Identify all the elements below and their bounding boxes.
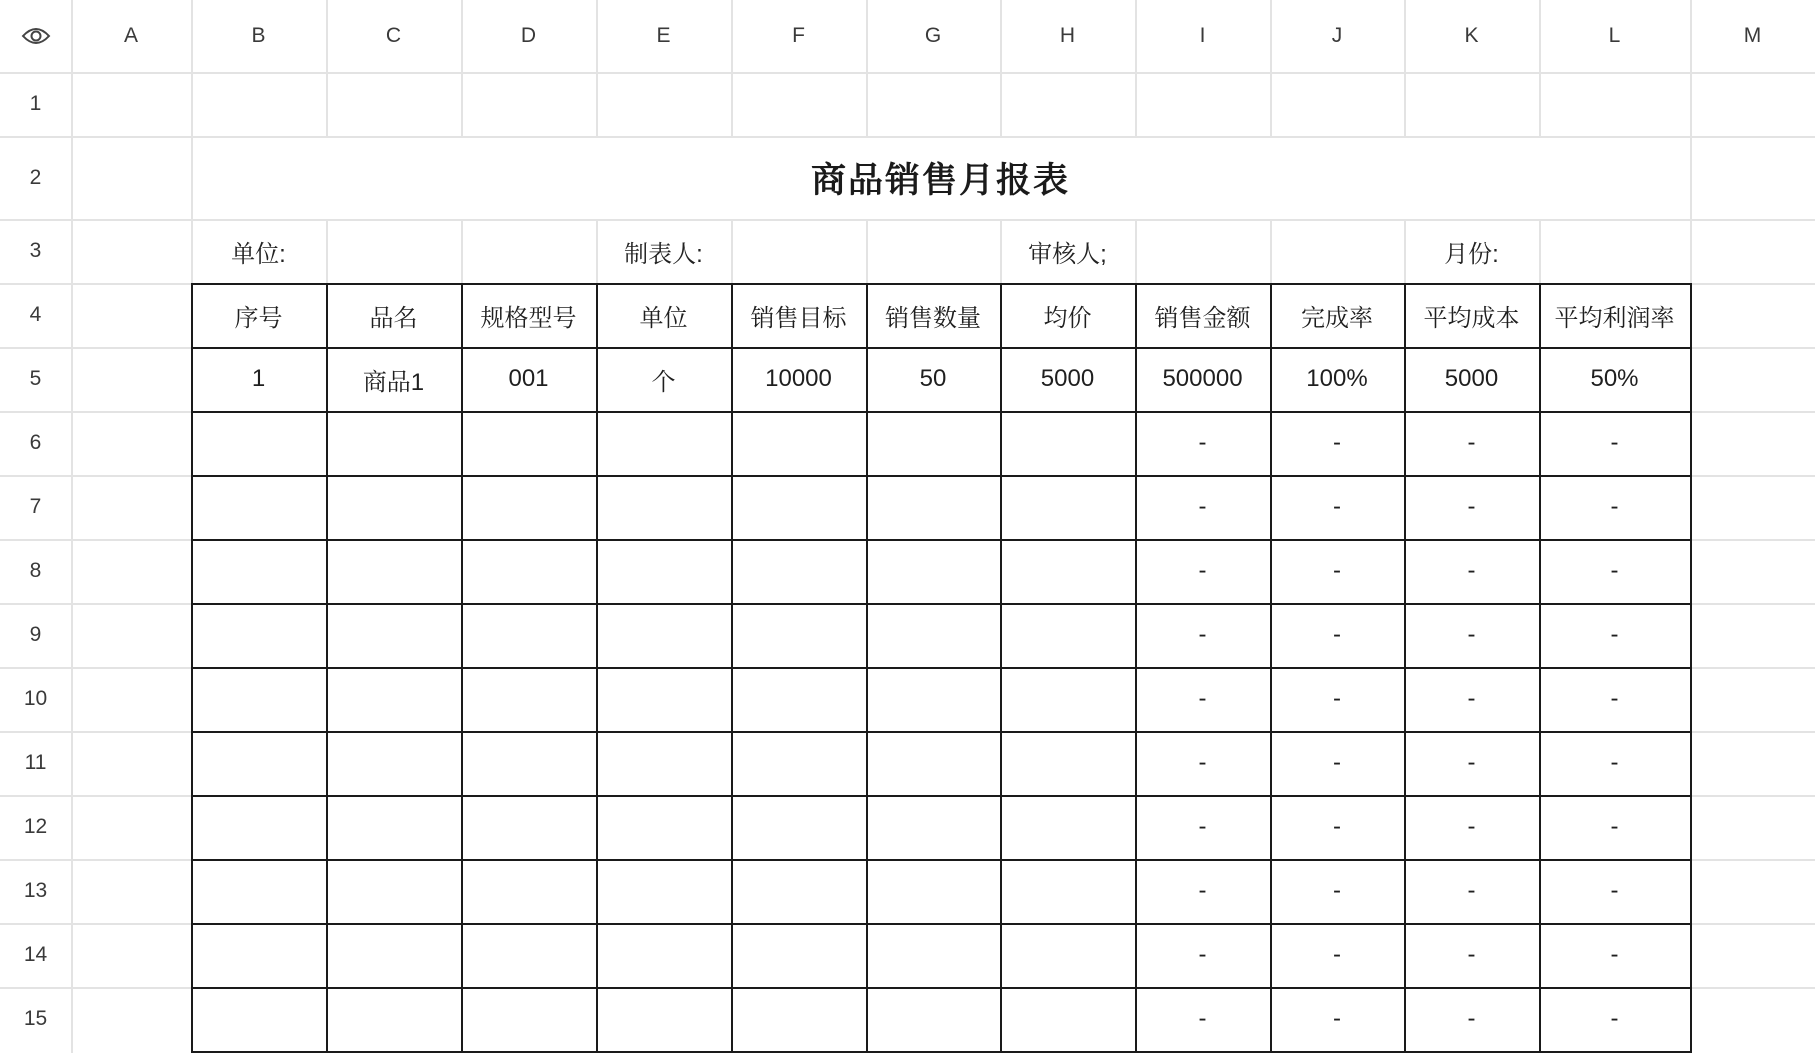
table-cell[interactable]: -: [1610, 621, 1619, 648]
table-cell[interactable]: [596, 667, 731, 731]
row-header[interactable]: 11: [24, 751, 47, 774]
table-cell[interactable]: [191, 411, 326, 475]
column-header[interactable]: H: [1059, 24, 1076, 47]
table-cell[interactable]: [596, 475, 731, 539]
table-cell[interactable]: [731, 539, 866, 603]
table-cell[interactable]: [1000, 859, 1135, 923]
table-border-horizontal: [191, 475, 1692, 477]
table-cell[interactable]: [191, 731, 326, 795]
table-cell[interactable]: [326, 603, 461, 667]
preparer-label: 制表人:: [624, 240, 703, 268]
table-cell[interactable]: [866, 923, 1000, 987]
table-cell[interactable]: -: [1198, 941, 1207, 968]
row-header[interactable]: 3: [29, 239, 42, 262]
table-cell[interactable]: -: [1333, 1005, 1341, 1032]
table-cell[interactable]: -: [1198, 621, 1207, 648]
table-cell[interactable]: -: [1198, 557, 1207, 584]
table-cell[interactable]: [1000, 667, 1135, 731]
table-cell[interactable]: [461, 603, 596, 667]
table-cell[interactable]: [596, 539, 731, 603]
table-border-horizontal: [191, 283, 1692, 285]
table-cell[interactable]: -: [1610, 749, 1619, 776]
column-header[interactable]: J: [1331, 24, 1343, 47]
table-header-cell[interactable]: 序号: [234, 304, 283, 332]
table-cell[interactable]: -: [1610, 685, 1619, 712]
table-cell[interactable]: [596, 795, 731, 859]
table-cell[interactable]: -: [1467, 877, 1476, 904]
column-header[interactable]: A: [123, 24, 138, 47]
row-header[interactable]: 10: [23, 687, 48, 710]
table-cell[interactable]: [731, 859, 866, 923]
table-header-cell[interactable]: 销售数量: [885, 304, 981, 332]
table-cell[interactable]: [596, 411, 731, 475]
table-cell[interactable]: [461, 923, 596, 987]
table-cell[interactable]: 100%: [1306, 365, 1368, 392]
table-cell[interactable]: [191, 475, 326, 539]
table-cell[interactable]: -: [1467, 557, 1476, 584]
unit-label: 单位:: [231, 240, 286, 268]
table-cell[interactable]: -: [1333, 557, 1341, 584]
table-cell[interactable]: -: [1467, 493, 1476, 520]
table-cell[interactable]: -: [1198, 493, 1207, 520]
table-cell[interactable]: [866, 987, 1000, 1051]
table-cell[interactable]: 1: [251, 365, 266, 392]
table-cell[interactable]: [866, 539, 1000, 603]
table-cell[interactable]: -: [1467, 621, 1476, 648]
table-cell[interactable]: [866, 859, 1000, 923]
table-header-cell[interactable]: 规格型号: [480, 304, 577, 332]
table-cell[interactable]: [1000, 475, 1135, 539]
table-cell[interactable]: -: [1467, 941, 1476, 968]
column-header[interactable]: F: [792, 24, 805, 47]
row-header[interactable]: 4: [29, 303, 42, 326]
month-label: 月份:: [1444, 240, 1499, 268]
table-cell[interactable]: 商品1: [362, 368, 425, 396]
grid-line-vertical: [71, 0, 73, 1053]
table-header-cell[interactable]: 品名: [369, 304, 418, 332]
table-cell[interactable]: [191, 603, 326, 667]
column-header[interactable]: E: [656, 24, 671, 47]
table-cell[interactable]: 50: [919, 365, 947, 392]
table-cell[interactable]: [461, 859, 596, 923]
table-cell[interactable]: -: [1333, 941, 1341, 968]
table-header-cell[interactable]: 销售金额: [1154, 304, 1251, 332]
table-cell[interactable]: [866, 475, 1000, 539]
table-header-cell[interactable]: 完成率: [1301, 304, 1373, 332]
row-header[interactable]: 13: [23, 879, 48, 902]
row-header[interactable]: 5: [29, 367, 42, 390]
table-cell[interactable]: 5000: [1040, 365, 1095, 392]
table-cell[interactable]: [866, 603, 1000, 667]
table-cell[interactable]: -: [1467, 685, 1476, 712]
table-border-horizontal: [191, 347, 1692, 349]
table-cell[interactable]: -: [1198, 877, 1207, 904]
table-cell[interactable]: [1000, 539, 1135, 603]
reviewer-label: 审核人;: [1028, 240, 1107, 268]
table-cell[interactable]: [731, 795, 866, 859]
table-cell[interactable]: -: [1198, 749, 1207, 776]
row-header[interactable]: 2: [29, 165, 42, 189]
table-border-horizontal: [191, 731, 1692, 733]
table-cell[interactable]: [731, 731, 866, 795]
table-cell[interactable]: [1000, 731, 1135, 795]
table-cell[interactable]: [326, 987, 461, 1051]
table-cell[interactable]: -: [1610, 941, 1619, 968]
table-cell[interactable]: -: [1333, 493, 1341, 520]
table-cell[interactable]: [461, 987, 596, 1051]
row-header[interactable]: 12: [23, 815, 48, 838]
table-cell[interactable]: [1000, 987, 1135, 1051]
table-border-horizontal: [191, 859, 1692, 861]
table-cell[interactable]: -: [1333, 685, 1341, 712]
row-header[interactable]: 1: [29, 92, 42, 115]
column-header[interactable]: K: [1464, 24, 1479, 47]
table-cell[interactable]: -: [1467, 813, 1476, 840]
table-cell[interactable]: [326, 795, 461, 859]
table-header-cell[interactable]: 平均利润率: [1554, 304, 1675, 332]
table-cell[interactable]: [461, 475, 596, 539]
column-header[interactable]: I: [1199, 24, 1206, 47]
table-cell[interactable]: [191, 795, 326, 859]
table-cell[interactable]: [1000, 411, 1135, 475]
table-cell[interactable]: -: [1198, 813, 1207, 840]
table-cell[interactable]: [461, 539, 596, 603]
table-cell[interactable]: 001: [508, 365, 549, 392]
column-header[interactable]: C: [385, 24, 402, 47]
column-header[interactable]: G: [924, 24, 942, 47]
report-title: 商品销售月报表: [810, 160, 1070, 200]
row-header[interactable]: 14: [23, 943, 48, 966]
table-cell[interactable]: -: [1610, 877, 1619, 904]
table-cell[interactable]: 50%: [1590, 365, 1639, 392]
table-cell[interactable]: [461, 411, 596, 475]
row-header[interactable]: 7: [29, 495, 42, 518]
table-cell[interactable]: [731, 923, 866, 987]
table-cell[interactable]: [596, 859, 731, 923]
table-cell[interactable]: [461, 667, 596, 731]
column-header[interactable]: B: [251, 24, 266, 47]
table-cell[interactable]: -: [1333, 813, 1341, 840]
table-cell[interactable]: -: [1198, 1005, 1207, 1032]
table-cell[interactable]: -: [1610, 557, 1619, 584]
table-border-horizontal: [191, 539, 1692, 541]
table-cell[interactable]: [596, 603, 731, 667]
table-cell[interactable]: [866, 795, 1000, 859]
table-cell[interactable]: 500000: [1162, 365, 1243, 392]
table-header-cell[interactable]: 单位: [639, 304, 688, 332]
table-header-cell[interactable]: 均价: [1043, 304, 1092, 332]
table-header-cell[interactable]: 销售目标: [750, 304, 847, 332]
column-header[interactable]: M: [1743, 24, 1762, 47]
table-cell[interactable]: [326, 539, 461, 603]
column-header[interactable]: D: [520, 24, 537, 47]
table-cell[interactable]: 个: [651, 368, 676, 396]
table-cell[interactable]: -: [1467, 749, 1476, 776]
table-border-horizontal: [191, 411, 1692, 413]
table-header-cell[interactable]: 平均成本: [1423, 304, 1520, 332]
table-cell[interactable]: [596, 987, 731, 1051]
table-cell[interactable]: [326, 411, 461, 475]
table-cell[interactable]: [866, 731, 1000, 795]
table-cell[interactable]: [731, 603, 866, 667]
grid-line-horizontal: [0, 72, 1815, 74]
table-cell[interactable]: -: [1198, 429, 1207, 456]
table-cell[interactable]: [1000, 795, 1135, 859]
table-cell[interactable]: [731, 411, 866, 475]
column-header[interactable]: L: [1608, 24, 1621, 47]
table-cell[interactable]: 5000: [1444, 365, 1499, 392]
table-cell[interactable]: [596, 731, 731, 795]
table-cell[interactable]: -: [1333, 429, 1341, 456]
table-cell[interactable]: -: [1610, 1005, 1619, 1032]
table-cell[interactable]: [191, 859, 326, 923]
table-cell[interactable]: [326, 667, 461, 731]
table-cell[interactable]: [1000, 603, 1135, 667]
eye-icon[interactable]: [0, 0, 71, 72]
table-cell[interactable]: -: [1610, 429, 1619, 456]
table-cell[interactable]: -: [1610, 813, 1619, 840]
table-border-horizontal: [191, 923, 1692, 925]
table-cell[interactable]: [866, 411, 1000, 475]
table-cell[interactable]: [461, 731, 596, 795]
table-cell[interactable]: -: [1467, 429, 1476, 456]
table-cell[interactable]: -: [1333, 877, 1341, 904]
table-cell[interactable]: [191, 667, 326, 731]
table-cell[interactable]: [461, 795, 596, 859]
table-cell[interactable]: [191, 539, 326, 603]
table-cell[interactable]: -: [1333, 621, 1341, 648]
table-border-horizontal: [191, 603, 1692, 605]
table-cell[interactable]: -: [1467, 1005, 1476, 1032]
table-border-horizontal: [191, 667, 1692, 669]
row-header[interactable]: 8: [29, 559, 42, 582]
table-cell[interactable]: -: [1198, 685, 1207, 712]
row-header[interactable]: 15: [23, 1007, 48, 1030]
table-cell[interactable]: [191, 987, 326, 1051]
table-cell[interactable]: [1000, 923, 1135, 987]
table-cell[interactable]: [191, 923, 326, 987]
table-cell[interactable]: [596, 923, 731, 987]
table-cell[interactable]: [866, 667, 1000, 731]
table-cell[interactable]: [731, 667, 866, 731]
table-cell[interactable]: [731, 987, 866, 1051]
table-cell[interactable]: [731, 475, 866, 539]
table-cell[interactable]: -: [1333, 749, 1341, 776]
row-header[interactable]: 9: [29, 623, 42, 646]
table-cell[interactable]: 10000: [765, 365, 832, 392]
table-border-horizontal: [191, 795, 1692, 797]
table-cell[interactable]: [326, 859, 461, 923]
table-cell[interactable]: [326, 475, 461, 539]
table-cell[interactable]: -: [1610, 493, 1619, 520]
table-cell[interactable]: [326, 923, 461, 987]
table-cell[interactable]: [326, 731, 461, 795]
table-border-horizontal: [191, 987, 1692, 989]
row-header[interactable]: 6: [29, 431, 42, 454]
